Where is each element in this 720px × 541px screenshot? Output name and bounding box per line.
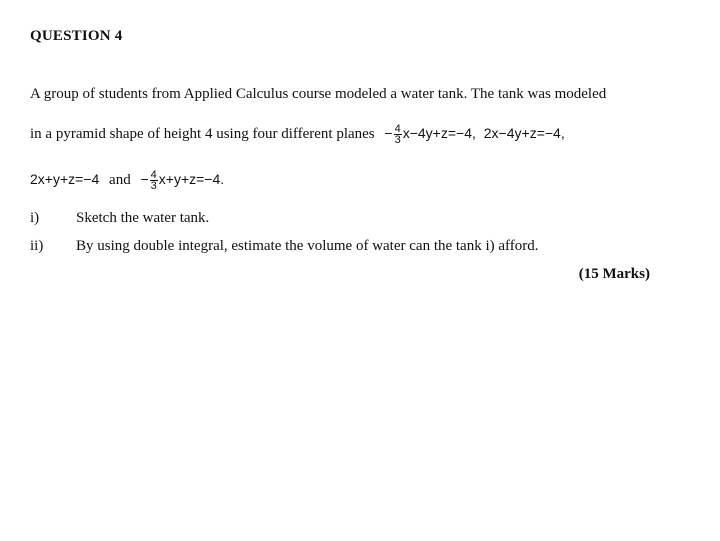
plane-equation-2: 2x−4y+z=−4, (483, 125, 565, 142)
paragraph-line-3 (30, 170, 224, 191)
item-i-label: i) (30, 210, 40, 226)
item-i-text: Sketch the water tank. (76, 210, 210, 226)
question-heading: QUESTION 4 (30, 28, 123, 44)
paragraph-line-1: A group of students from Applied Calculus course modeled a water tank. The tank was modeled (30, 86, 607, 102)
plane-4-sign: − (140, 171, 149, 188)
plane-equation-1 (384, 123, 479, 146)
plane-1-frac-numerator: 4 (394, 123, 401, 135)
item-ii-label: ii) (30, 238, 44, 254)
item-ii-text: By using double integral, estimate the volume of water can the tank i) afford. (76, 238, 539, 254)
paragraph-line-2 (30, 124, 565, 145)
plane-4-frac-denominator: 3 (150, 180, 157, 192)
plane-4-rest: x+y+z=−4. (158, 171, 225, 188)
plane-1-fraction (394, 124, 402, 145)
and-word: and (109, 172, 131, 189)
plane-1-rest: x−4y+z=−4, (402, 125, 476, 142)
plane-equation-4 (140, 169, 225, 192)
plane-equation-3: 2x+y+z=−4 (30, 171, 100, 188)
marks-label: (15 Marks) (578, 266, 650, 282)
plane-4-frac-numerator: 4 (150, 169, 157, 181)
plane-1-sign: − (384, 125, 393, 142)
plane-1-frac-denominator: 3 (394, 134, 401, 146)
plane-4-fraction (150, 170, 158, 191)
paragraph-line-2-text: in a pyramid shape of height 4 using four different planes (30, 126, 375, 143)
